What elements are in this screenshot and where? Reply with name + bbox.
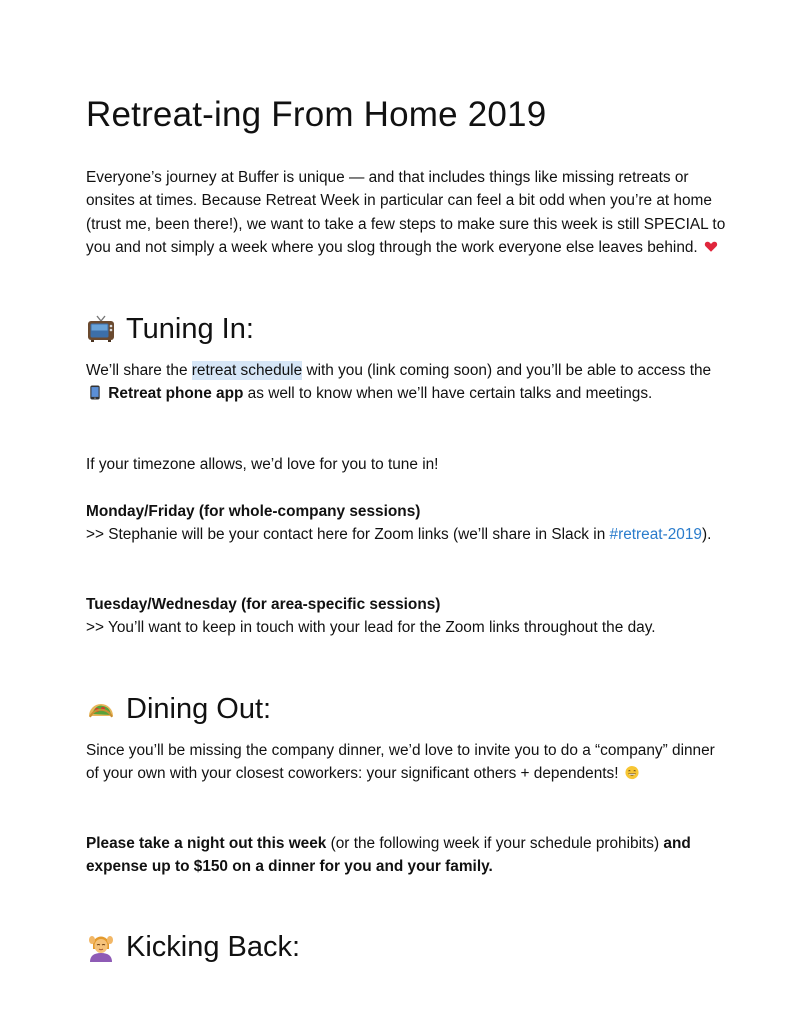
section-heading-text: Kicking Back: — [126, 931, 301, 963]
section-heading-dining-out — [86, 691, 271, 727]
grinning-face-icon — [625, 765, 639, 780]
tuesday-wednesday-heading: Tuesday/Wednesday (for area-specific sessions) — [86, 596, 441, 613]
tuesday-wednesday-text: >> You’ll want to keep in touch with your lead for the Zoom links throughout the day. — [86, 619, 656, 637]
tuning-paragraph-1 — [86, 359, 726, 406]
dining-paragraph-1 — [86, 739, 726, 786]
text-fragment: Since you’ll be missing the company dinner, we’d love to invite you to do a “company” dinner of your own with your closest coworkers: your significant others + dependents! — [86, 742, 715, 783]
television-icon — [86, 314, 116, 344]
text-fragment: >> Stephanie will be your contact here for Zoom links (we’ll share in Slack in — [86, 526, 610, 544]
text-fragment: as well to know when we’ll have certain talks and meetings. — [243, 385, 653, 403]
mobile-phone-icon — [88, 385, 102, 400]
tuning-tuesday-wednesday-block — [86, 593, 726, 640]
text-fragment: ). — [701, 526, 712, 544]
text-fragment: with you (link coming soon) and you’ll be able to access the — [302, 362, 712, 379]
monday-friday-text — [86, 523, 726, 546]
tuning-monday-friday-block — [86, 500, 726, 547]
section-heading-text: Tuning In: — [126, 313, 254, 345]
heart-icon — [704, 239, 718, 254]
slack-channel-link[interactable]: #retreat-2019 — [609, 526, 702, 544]
bold-text-expense: and expense up to $150 on a dinner for you and your family. — [86, 835, 691, 876]
intro-text: Everyone’s journey at Buffer is unique — and that includes things like missing retreats or onsites at times. Because Retreat Week in particular can feel a bit odd when you’re at home (trust me, been there!), we want to take a few steps to make sure this week is still SPECIAL to you and not simply a week where you slog through the work everyone else leaves behind. — [86, 169, 726, 257]
intro-paragraph — [86, 166, 726, 260]
text-fragment: We’ll share the — [86, 362, 192, 379]
section-heading-text: Dining Out: — [126, 693, 272, 725]
page-title: Retreat-ing From Home 2019 — [86, 95, 547, 134]
monday-friday-heading: Monday/Friday (for whole-company sessions) — [86, 503, 421, 520]
tuning-paragraph-2: If your timezone allows, we’d love for you to tune in! — [86, 456, 439, 473]
section-heading-kicking-back — [86, 929, 300, 965]
text-fragment: (or the following week if your schedule prohibits) — [326, 835, 664, 852]
person-getting-massage-icon — [86, 932, 116, 962]
bold-text-night-out: Please take a night out this week — [86, 835, 327, 852]
bold-text-retreat-phone-app: Retreat phone app — [108, 385, 244, 403]
taco-icon — [86, 694, 116, 724]
dining-paragraph-2 — [86, 832, 726, 879]
highlighted-text-retreat-schedule[interactable]: retreat schedule — [191, 362, 303, 379]
section-heading-tuning-in — [86, 311, 254, 347]
